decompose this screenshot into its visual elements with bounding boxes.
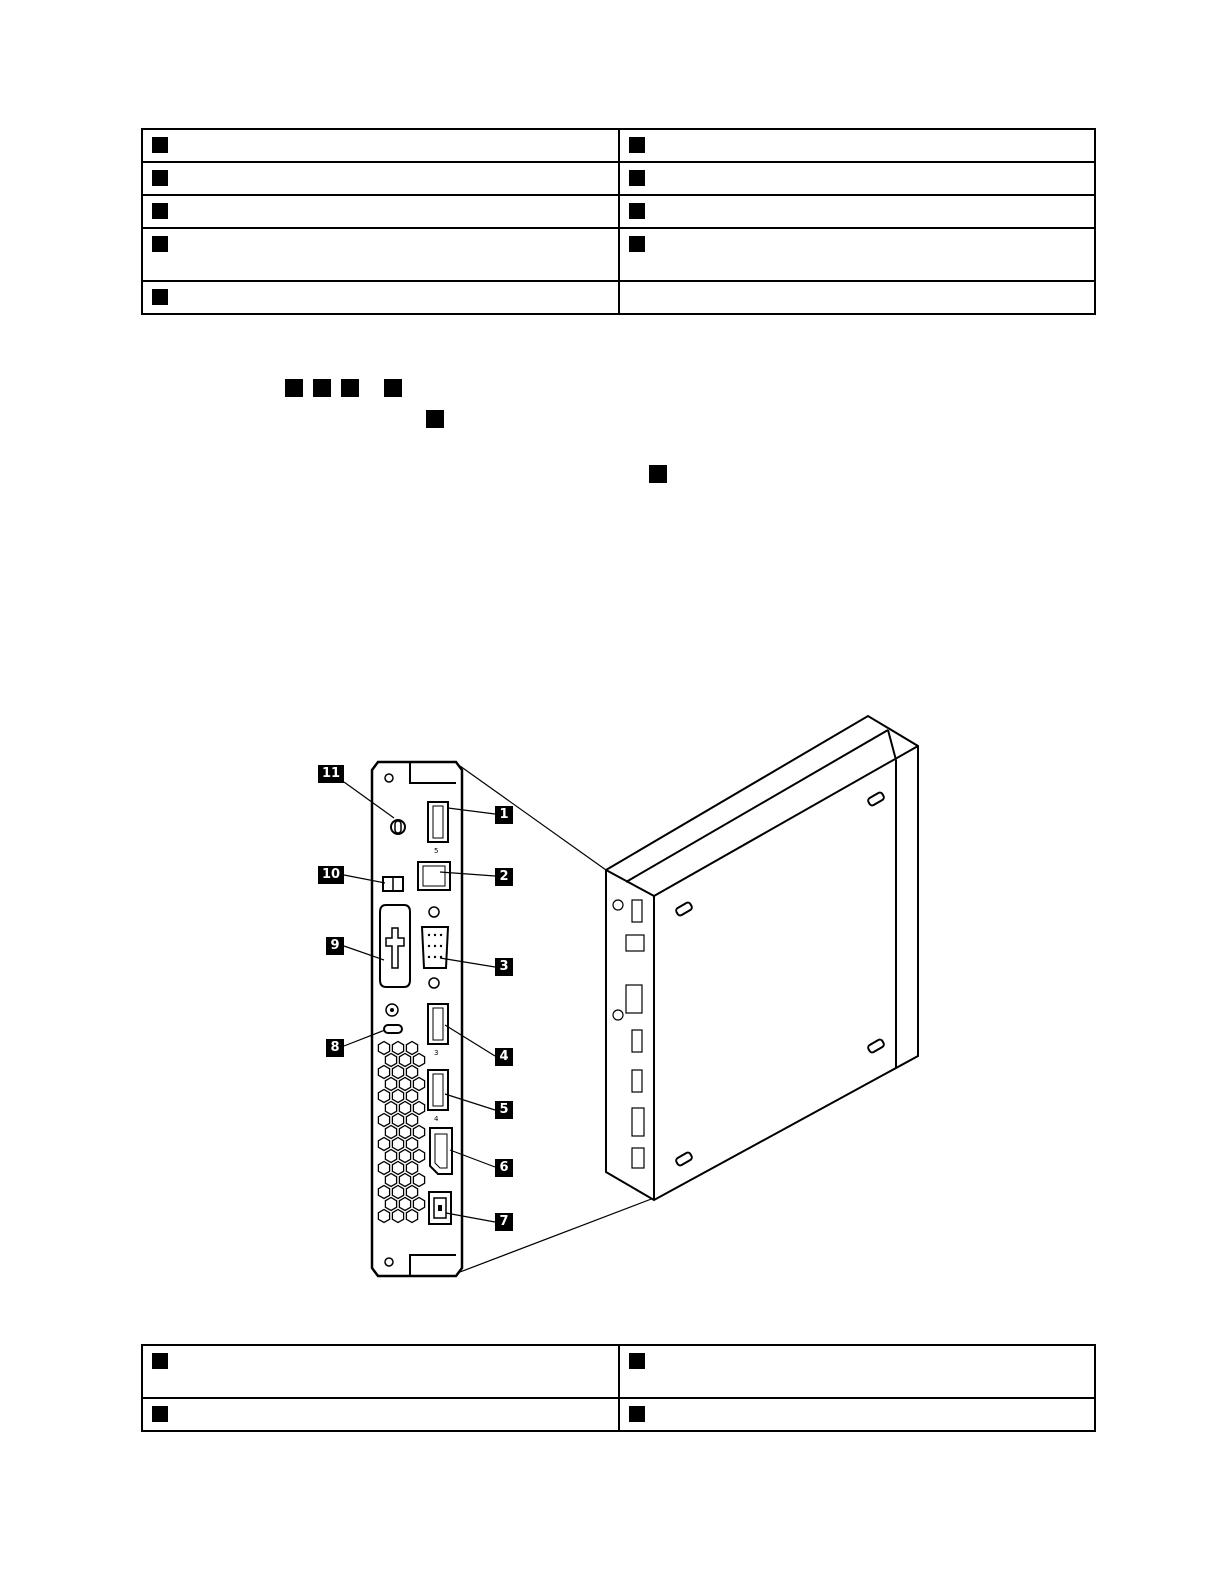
port-number: 3	[434, 1049, 439, 1057]
port-number: 4	[434, 1115, 439, 1123]
table-row	[142, 1345, 1095, 1398]
callout-9: 9	[326, 937, 344, 955]
callout-11: 11	[318, 765, 344, 783]
callout-marker	[629, 1406, 645, 1422]
table-cell	[142, 1345, 619, 1398]
callout-6: 6	[495, 1159, 513, 1177]
callout-3: 3	[495, 958, 513, 976]
bottom-legend-table	[141, 1344, 1096, 1432]
callout-10: 10	[318, 866, 344, 884]
callout-marker	[152, 1353, 168, 1369]
callout-marker	[152, 1406, 168, 1422]
callout-1: 1	[495, 806, 513, 824]
callout-5: 5	[495, 1101, 513, 1119]
table-cell	[142, 1398, 619, 1431]
table-cell	[619, 1398, 1096, 1431]
table-cell	[619, 1345, 1096, 1398]
computer-perspective	[606, 716, 918, 1200]
callout-7: 7	[495, 1213, 513, 1231]
callout-marker	[629, 1353, 645, 1369]
port-number: 5	[434, 847, 439, 855]
callout-8: 8	[326, 1039, 344, 1057]
callout-4: 4	[495, 1048, 513, 1066]
callout-2: 2	[495, 868, 513, 886]
table-row	[142, 1398, 1095, 1431]
